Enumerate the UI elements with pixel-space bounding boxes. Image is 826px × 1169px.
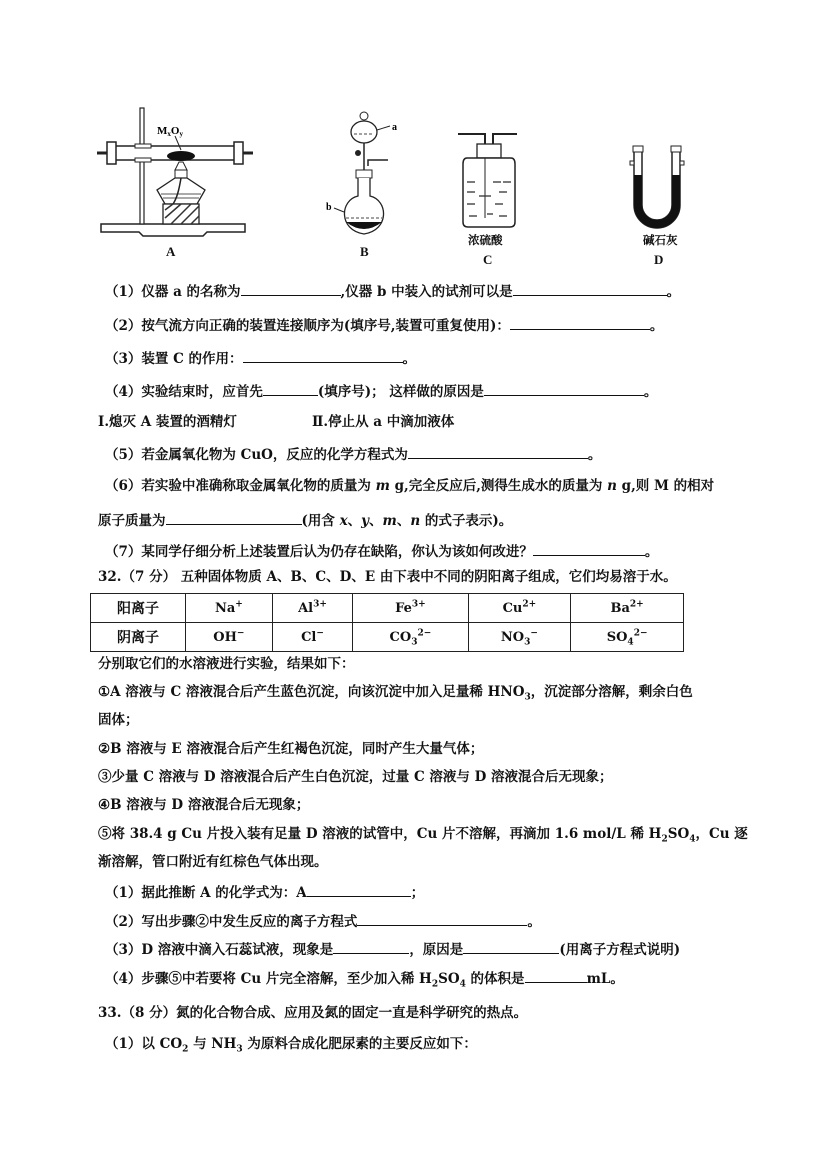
figure-c-label: C (483, 252, 493, 267)
anion-header: 阴离子 (91, 623, 186, 652)
answer-blank-connection-order[interactable] (510, 315, 650, 330)
answer-blank-reason[interactable] (484, 381, 644, 396)
anion-cell: $NO_3^-$ (468, 623, 571, 652)
q32-step5-cont: 渐溶解，管口附近有红棕色气体出现。 (98, 854, 328, 870)
q32-step5: ⑤将 38.4 g Cu 片投入装有足量 D 溶液的试管中，Cu 片不溶解，再滴加 1.6 mol/L 稀 $H_2SO_4$，Cu 逐 (98, 826, 748, 845)
reagent-c-label: 浓硫酸 (468, 233, 503, 247)
cation-row (91, 594, 684, 623)
answer-blank-equation-cuo[interactable] (408, 444, 588, 459)
q32-intro: 分别取它们的水溶液进行实验，结果如下： (98, 656, 355, 672)
cation-cell: $Cu^{2+}$ (468, 594, 571, 623)
q32-step3: ③少量 C 溶液与 D 溶液混合后产生白色沉淀，过量 C 溶液与 D 溶液混合后无现象； (98, 769, 613, 785)
cation-header: 阳离子 (91, 594, 186, 623)
q31-part2: （2）按气流方向正确的装置连接顺序为(填序号,装置可重复使用)： 。 (105, 315, 663, 335)
cation-cell: $Ba^{2+}$ (571, 594, 684, 623)
apparatus-a-figure (95, 100, 255, 240)
answer-blank-atomic-mass[interactable] (166, 510, 302, 525)
answer-blank-cause[interactable] (463, 939, 559, 954)
anion-cell: OH− (186, 623, 273, 652)
q32-step1-cont: 固体； (98, 712, 139, 728)
q32-part3: （3）D 溶液中滴入石蕊试液，现象是 ，原因是 (用离子方程式说明) (105, 939, 680, 959)
answer-blank-improvement[interactable] (533, 541, 645, 556)
q32-title: 32.（7 分） 五种固体物质 A、B、C、D、E 由下表中不同的阴阳离子组成，它们均易溶于水。 (98, 569, 677, 585)
apparatus-c-figure (455, 130, 525, 230)
apparatus-b-figure (320, 110, 410, 240)
cation-cell: $Fe^{3+}$ (353, 594, 468, 623)
q32-part4: （4）步骤⑤中若要将 Cu 片完全溶解，至少加入稀 $H_2SO_4$ 的体积是 mL。 (105, 968, 624, 988)
ion-table (90, 593, 684, 652)
q32-step4: ④B 溶液与 D 溶液混合后无现象； (98, 797, 310, 813)
q32-part1: （1）据此推断 A 的化学式为：A ； (105, 882, 424, 902)
q32-step2: ②B 溶液与 E 溶液混合后产生红褐色沉淀，同时产生大量气体； (98, 741, 484, 757)
option-ii: Ⅱ.停止从 a 中滴加液体 (312, 414, 455, 430)
answer-blank-first-step[interactable] (263, 381, 318, 396)
figure-d-label: D (654, 252, 664, 267)
apparatus-d-figure (628, 145, 688, 230)
label-a: a (392, 122, 397, 133)
anion-cell: $CO_3^{2-}$ (353, 623, 468, 652)
q32-part2: （2）写出步骤②中发生反应的离子方程式 。 (105, 911, 541, 931)
q31-part4: （4）实验结束时，应首先 (填序号)； 这样做的原因是 。 (105, 381, 657, 401)
anion-cell: Cl− (272, 623, 353, 652)
anion-cell: $SO_4^{2-}$ (571, 623, 684, 652)
mxoy-label: MxOy (157, 125, 183, 138)
q31-part1: （1）仪器 a 的名称为 ,仪器 b 中装入的试剂可以是 。 (105, 281, 680, 301)
answer-blank-volume[interactable] (525, 968, 587, 983)
q31-part6-line2: 原子质量为 (用含 x、y、m、n 的式子表示)。 (98, 510, 512, 530)
q33-part1: （1）以 $CO_2$ 与 $NH_3$ 为原料合成化肥尿素的主要反应如下： (105, 1036, 477, 1055)
answer-blank-ionic-equation[interactable] (357, 911, 527, 926)
q31-part5: （5）若金属氧化物为 CuO，反应的化学方程式为 。 (105, 444, 601, 464)
answer-blank-device-c-role[interactable] (243, 348, 403, 363)
answer-blank-reagent-b[interactable] (513, 281, 667, 296)
cation-cell: Na+ (186, 594, 273, 623)
q33-title: 33.（8 分）氮的化合物合成、应用及氮的固定一直是科学研究的热点。 (98, 1005, 528, 1021)
figure-a-label: A (166, 244, 176, 259)
figure-b-label: B (360, 244, 369, 259)
reagent-d-label: 碱石灰 (643, 233, 678, 247)
answer-blank-phenomenon[interactable] (333, 939, 409, 954)
cation-cell: $Al^{3+}$ (272, 594, 353, 623)
q31-part3: （3）装置 C 的作用： 。 (105, 348, 416, 368)
q32-step1: ①A 溶液与 C 溶液混合后产生蓝色沉淀，向该沉淀中加入足量稀 $HNO_3$，沉淀部分溶解，剩余白色 (98, 684, 693, 703)
answer-blank-instrument-a[interactable] (241, 281, 341, 296)
q31-part6-line1: （6）若实验中准确称取金属氧化物的质量为 m g,完全反应后,测得生成水的质量为 n g,则 M 的相对 (105, 478, 715, 494)
anion-row (91, 623, 684, 652)
answer-blank-formula-a[interactable] (307, 882, 411, 897)
option-i: Ⅰ.熄灭 A 装置的酒精灯 (98, 414, 237, 430)
q31-part7: （7）某同学仔细分析上述装置后认为仍存在缺陷，你认为该如何改进？ 。 (105, 541, 658, 561)
label-b: b (326, 202, 332, 213)
q31-options (98, 413, 455, 431)
